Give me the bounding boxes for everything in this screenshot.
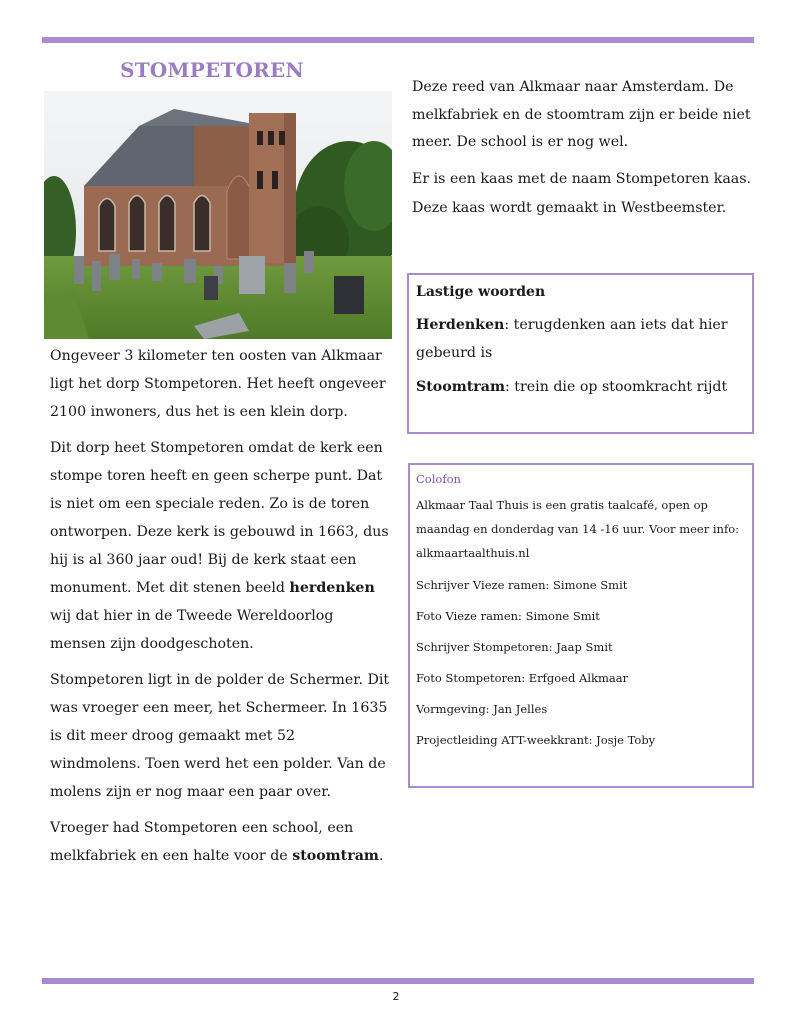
history-paragraph: Vroeger had Stompetoren een school, een melkfabriek en een halte voor de stoomtram. <box>50 820 384 864</box>
polder-paragraph: Stompetoren ligt in de polder de Schermer. Dit was vroeger een meer, het Schermeer. In 1635 is dit meer droog gemaakt met 52 windmolens. Toen werd het een polder. Van de molens zijn er nog maar een paar over. <box>50 672 390 800</box>
right-column <box>412 74 752 231</box>
bottom-rule <box>42 978 754 984</box>
colofon-line: Schrijver Stompetoren: Jaap Smit <box>416 640 613 654</box>
word-item-herdenken: Herdenken: terugdenken aan iets dat hier gebeurd is <box>416 317 728 361</box>
colofon-line: Projectleiding ATT-weekkrant: Josje Toby <box>416 733 656 747</box>
page-number: 2 <box>392 990 400 1003</box>
colofon-line: Alkmaar Taal Thuis is een gratis taalcafé, open op maandag en donderdag van 14 -16 uur. Voor meer info: alkmaartaalthuis.nl <box>416 498 740 560</box>
bold-term-herdenken: herdenken <box>289 580 375 596</box>
word-item-stoomtram: Stoomtram: trein die op stoomkracht rijdt <box>416 379 728 395</box>
colofon-box <box>408 463 754 788</box>
colofon-line: Schrijver Vieze ramen: Simone Smit <box>416 578 628 592</box>
cheese-paragraph: Er is een kaas met de naam Stompetoren kaas. Deze kaas wordt gemaakt in Westbeemster. <box>412 170 752 216</box>
church-photo <box>44 91 392 339</box>
church-paragraph: Dit dorp heet Stompetoren omdat de kerk een stompe toren heeft en geen scherpe punt. Dat is niet om een speciale reden. Zo is de toren ontworpen. Deze kerk is gebouwd in 1663, dus hij is al 360 jaar oud! Bij de kerk staat een monument. Met dit stenen beeld herdenken wij dat hier in de Tweede Wereldoorlog mensen zijn doodgeschoten. <box>50 440 389 652</box>
difficult-words-heading: Lastige woorden <box>416 284 546 300</box>
colofon-line: Vormgeving: Jan Jelles <box>416 702 548 716</box>
left-column <box>50 342 390 878</box>
colofon-line: Foto Stompetoren: Erfgoed Alkmaar <box>416 671 629 685</box>
bold-term-stoomtram: stoomtram <box>292 848 379 864</box>
intro-paragraph: Ongeveer 3 kilometer ten oosten van Alkmaar ligt het dorp Stompetoren. Het heeft ongeveer 2100 inwoners, dus het is een klein dorp. <box>50 348 386 420</box>
colofon-heading: Colofon <box>416 472 461 486</box>
difficult-words-box <box>407 273 754 434</box>
colofon-line: Foto Vieze ramen: Simone Smit <box>416 609 600 623</box>
tram-paragraph: Deze reed van Alkmaar naar Amsterdam. De melkfabriek en de stoomtram zijn er beide niet meer. De school is er nog wel. <box>412 79 751 150</box>
page-title: STOMPETOREN <box>120 58 304 82</box>
top-rule <box>42 37 754 43</box>
